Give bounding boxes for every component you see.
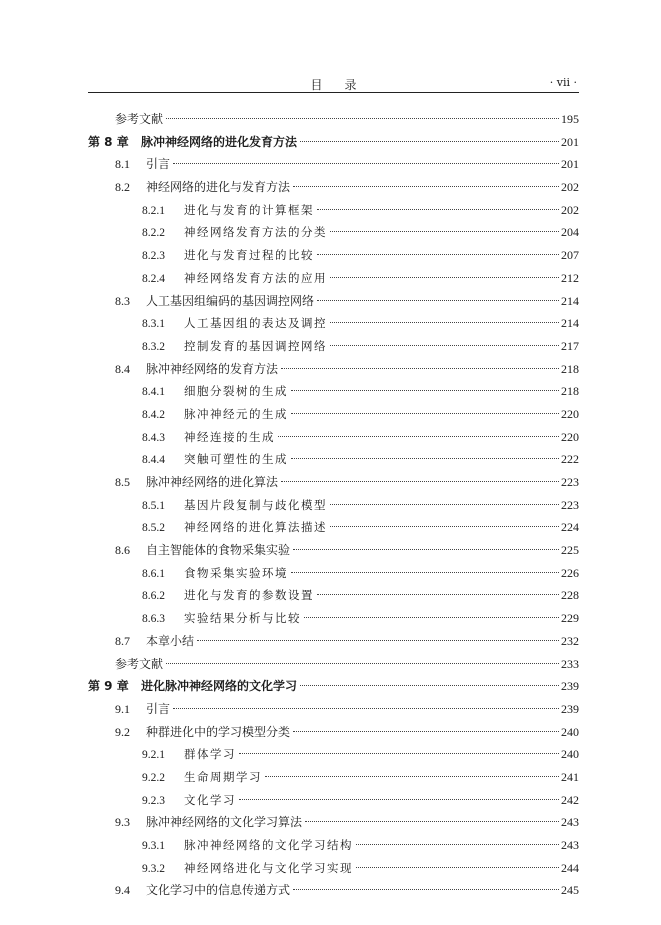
toc-entry[interactable] [88, 153, 579, 176]
dot-leader [330, 526, 559, 527]
toc-entry-page: 223 [561, 497, 579, 512]
toc-entry-page: 240 [561, 724, 579, 739]
toc-entry-title: 神经网络进化与文化学习实现 [184, 860, 353, 875]
toc-entry-number: 第 8 章 [88, 134, 129, 149]
toc-entry-title: 进化与发育过程的比较 [184, 248, 314, 263]
toc-entry-title: 人工基因组的表达及调控 [184, 316, 327, 331]
toc-entry-number: 8.2 [115, 180, 130, 195]
toc-entry-page: 195 [561, 112, 579, 126]
toc-entry-number: 8.3.1 [142, 318, 165, 331]
toc-entry-title: 细胞分裂树的生成 [184, 384, 288, 399]
toc-entry[interactable] [88, 335, 579, 358]
toc-entry-page: 243 [561, 815, 579, 830]
toc-entry-title: 脉冲神经网络的发育方法 [146, 361, 279, 376]
toc-entry-number: 8.6 [115, 543, 130, 558]
toc-entry-number: 9.2.2 [142, 771, 165, 784]
toc-entry-page: 220 [561, 429, 579, 444]
toc-entry-page: 201 [561, 134, 579, 149]
toc-entry[interactable] [88, 789, 579, 812]
toc-entry[interactable] [88, 743, 579, 766]
dot-leader [239, 753, 559, 754]
toc-entry-page: 239 [561, 701, 579, 716]
dot-leader [317, 594, 559, 595]
toc-entry-title: 进化脉冲神经网络的文化学习 [141, 679, 298, 694]
toc-entry-title: 生命周期学习 [184, 769, 262, 784]
toc-entry[interactable] [88, 516, 579, 539]
toc-entry-number: 8.2.1 [142, 204, 165, 217]
dot-leader [356, 867, 559, 868]
toc-entry-page: 224 [561, 520, 579, 535]
dot-leader [330, 322, 559, 323]
toc-entry-number: 第 9 章 [88, 679, 129, 694]
dot-leader [330, 504, 559, 505]
toc-entry-title: 脉冲神经网络的文化学习算法 [146, 815, 303, 830]
toc-entry-title: 脉冲神经网络的进化发育方法 [141, 134, 298, 149]
toc-entry-title: 食物采集实验环境 [184, 565, 288, 580]
dot-leader [239, 799, 559, 800]
toc-entry-number: 8.2.4 [142, 272, 165, 285]
toc-entry-title: 自主智能体的食物采集实验 [146, 543, 291, 558]
toc-entry-number: 8.4.4 [142, 454, 165, 467]
dot-leader [300, 141, 559, 142]
toc-entry-page: 229 [561, 611, 579, 626]
toc-entry[interactable] [88, 199, 579, 222]
toc-entry-title: 突触可塑性的生成 [184, 452, 288, 467]
toc-entry[interactable] [88, 879, 579, 902]
toc-entry-number: 9.2.3 [142, 794, 165, 807]
dot-leader [300, 685, 559, 686]
toc-entry-page: 202 [561, 202, 579, 217]
toc-entry-page: 204 [561, 225, 579, 240]
toc-entry[interactable] [88, 539, 579, 562]
toc-entry[interactable] [88, 721, 579, 744]
dot-leader [330, 277, 559, 278]
toc-entry-title: 进化与发育的计算框架 [184, 202, 314, 217]
toc-entry-title: 实验结果分析与比较 [184, 611, 301, 626]
toc-entry-number: 8.5 [115, 475, 130, 489]
toc-entry-number: 8.3 [115, 293, 130, 308]
toc-entry-page: 214 [561, 293, 579, 308]
toc-entry[interactable] [88, 675, 579, 698]
dot-leader [293, 731, 559, 732]
table-of-contents [88, 108, 579, 902]
dot-leader [293, 889, 559, 890]
toc-entry-page: 243 [561, 838, 579, 852]
toc-entry[interactable] [88, 108, 579, 131]
toc-entry-page: 244 [561, 860, 579, 875]
toc-entry-title: 文化学习中的信息传递方式 [146, 883, 291, 898]
dot-leader [278, 436, 559, 437]
toc-entry-number: 9.3.2 [142, 862, 165, 875]
toc-entry[interactable] [88, 698, 579, 721]
toc-entry-number: 8.2.2 [142, 227, 165, 240]
toc-entry[interactable] [88, 426, 579, 449]
toc-entry-page: 225 [561, 543, 579, 558]
toc-entry-title: 神经连接的生成 [184, 429, 275, 444]
toc-entry-page: 239 [561, 679, 579, 694]
toc-entry-number: 8.4.1 [142, 386, 165, 399]
toc-entry[interactable] [88, 584, 579, 607]
toc-entry[interactable] [88, 834, 579, 857]
toc-entry-title: 本章小结 [146, 633, 195, 648]
toc-entry[interactable] [88, 607, 579, 630]
toc-entry-title: 脉冲神经网络的进化算法 [146, 475, 279, 489]
toc-entry[interactable] [88, 358, 579, 381]
toc-entry[interactable] [88, 562, 579, 585]
toc-entry-number: 8.5.2 [142, 522, 165, 535]
toc-entry-page: 207 [561, 248, 579, 263]
toc-entry-number: 9.4 [115, 883, 130, 898]
toc-entry[interactable] [88, 653, 579, 676]
dot-leader [166, 663, 559, 664]
toc-entry[interactable] [88, 312, 579, 335]
dot-leader [293, 186, 559, 187]
dot-leader [317, 209, 559, 210]
dot-leader [166, 118, 559, 119]
toc-entry-title: 脉冲神经元的生成 [184, 406, 288, 421]
dot-leader [197, 640, 559, 641]
toc-entry[interactable] [88, 267, 579, 290]
dot-leader [330, 345, 559, 346]
toc-entry-page: 233 [561, 656, 579, 671]
toc-entry-page: 212 [561, 270, 579, 285]
toc-entry-title: 脉冲神经网络的文化学习结构 [184, 838, 353, 852]
toc-entry-title: 基因片段复制与歧化模型 [184, 497, 327, 512]
dot-leader [305, 821, 559, 822]
toc-entry[interactable] [88, 471, 579, 494]
header-title: 目录 [310, 78, 379, 92]
toc-entry-number: 8.1 [115, 157, 130, 172]
dot-leader [317, 254, 559, 255]
dot-leader [291, 413, 559, 414]
toc-entry-number: 8.4.2 [142, 408, 165, 421]
toc-entry-page: 214 [561, 316, 579, 331]
toc-entry-number: 8.6.2 [142, 590, 165, 603]
toc-entry[interactable] [88, 131, 579, 154]
toc-entry-page: 241 [561, 769, 579, 784]
toc-entry-number: 8.4.3 [142, 431, 165, 444]
toc-entry-number: 8.5.1 [142, 499, 165, 512]
toc-entry[interactable] [88, 630, 579, 653]
toc-entry-number: 8.2.3 [142, 250, 165, 263]
page-header [88, 74, 579, 93]
toc-entry[interactable] [88, 380, 579, 403]
dot-leader [265, 776, 559, 777]
toc-entry-number: 9.2 [115, 724, 130, 739]
toc-entry[interactable] [88, 403, 579, 426]
dot-leader [291, 572, 559, 573]
toc-entry-page: 242 [561, 792, 579, 807]
header-page-number: · vii · [549, 76, 577, 89]
toc-entry[interactable] [88, 494, 579, 517]
toc-entry-page: 226 [561, 565, 579, 580]
toc-entry-title: 神经网络的进化与发育方法 [146, 180, 291, 195]
toc-entry-title: 人工基因组编码的基因调控网络 [146, 293, 315, 308]
toc-entry[interactable] [88, 811, 579, 834]
dot-leader [330, 231, 559, 232]
toc-entry-number: 9.3 [115, 815, 130, 830]
dot-leader [281, 368, 559, 369]
toc-entry[interactable] [88, 221, 579, 244]
toc-entry-number: 9.3.1 [142, 840, 165, 852]
toc-entry-page: 220 [561, 406, 579, 421]
toc-entry-number: 8.6.1 [142, 567, 165, 580]
toc-entry[interactable] [88, 766, 579, 789]
toc-entry-page: 202 [561, 180, 579, 195]
toc-entry-title: 神经网络发育方法的应用 [184, 270, 327, 285]
toc-entry-page: 245 [561, 883, 579, 898]
toc-entry[interactable] [88, 176, 579, 199]
toc-entry-title: 进化与发育的参数设置 [184, 588, 314, 603]
toc-entry-title: 种群进化中的学习模型分类 [146, 724, 291, 739]
toc-entry[interactable] [88, 448, 579, 471]
toc-entry-title: 群体学习 [184, 747, 236, 762]
toc-entry-title: 参考文献 [115, 656, 164, 671]
toc-entry-number: 9.2.1 [142, 749, 165, 762]
dot-leader [317, 300, 559, 301]
toc-entry-page: 217 [561, 338, 579, 353]
toc-entry-title: 神经网络的进化算法描述 [184, 520, 327, 535]
toc-entry[interactable] [88, 857, 579, 880]
dot-leader [173, 708, 559, 709]
toc-entry-number: 8.7 [115, 633, 130, 648]
dot-leader [291, 390, 559, 391]
toc-entry-page: 218 [561, 361, 579, 376]
toc-entry-title: 神经网络发育方法的分类 [184, 225, 327, 240]
toc-entry-number: 8.3.2 [142, 340, 165, 353]
toc-entry-page: 218 [561, 384, 579, 399]
dot-leader [291, 458, 559, 459]
toc-entry-title: 引言 [146, 157, 171, 172]
toc-entry-page: 222 [561, 452, 579, 467]
toc-entry-page: 228 [561, 588, 579, 603]
toc-entry-page: 223 [561, 475, 579, 489]
toc-entry-title: 文化学习 [184, 792, 236, 807]
toc-entry-number: 8.4 [115, 361, 130, 376]
toc-entry-title: 参考文献 [115, 112, 164, 126]
toc-entry-number: 8.6.3 [142, 613, 165, 626]
toc-entry-number: 9.1 [115, 701, 130, 716]
toc-entry-title: 引言 [146, 701, 171, 716]
dot-leader [281, 481, 559, 482]
toc-entry[interactable] [88, 290, 579, 313]
toc-entry-page: 201 [561, 157, 579, 172]
dot-leader [356, 844, 559, 845]
toc-entry[interactable] [88, 244, 579, 267]
dot-leader [304, 617, 559, 618]
toc-entry-title: 控制发育的基因调控网络 [184, 338, 327, 353]
dot-leader [173, 163, 559, 164]
dot-leader [293, 549, 559, 550]
toc-entry-page: 240 [561, 747, 579, 762]
toc-entry-page: 232 [561, 633, 579, 648]
